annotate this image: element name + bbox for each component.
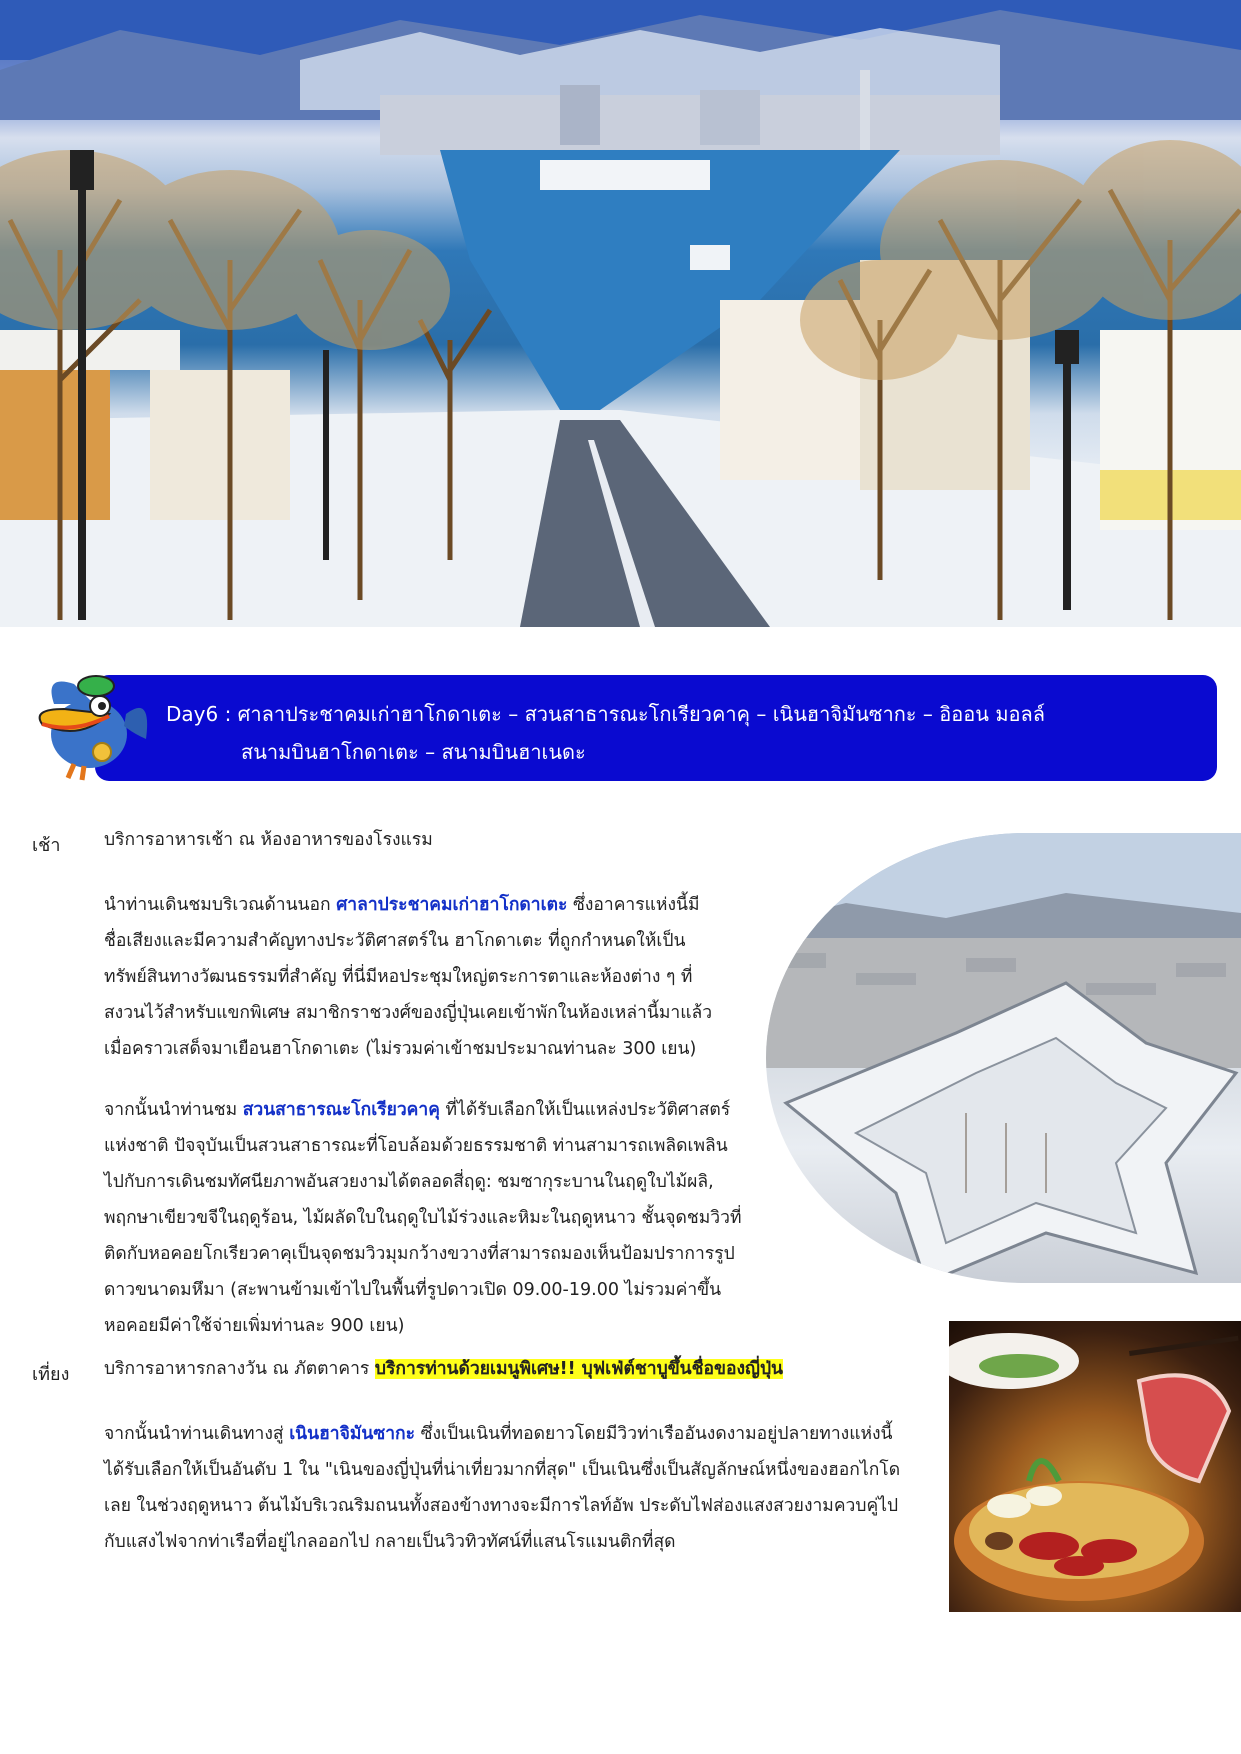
highlight-shabu-buffet: บริการท่านด้วยเมนูพิเศษ!! บุฟเฟ่ต์ชาบูขึ้นชื่อของญี่ปุ่น: [374, 1359, 784, 1379]
hero-illustration: [0, 0, 1241, 627]
hero-photo-hachiman-zaka: [0, 0, 1241, 627]
p2-line1: [104, 1092, 754, 1128]
paragraph-goryokaku-park: [104, 1092, 754, 1344]
shabu-shabu-photo: [949, 1321, 1241, 1612]
p3-line2: ได้รับเลือกให้เป็นอันดับ 1 ใน "เนินของญี่ปุ่นที่น่าเที่ยวมากที่สุด" เป็นเนินซึ่งเป็นสัญลักษณ์หนึ่งของฮอกไกโด: [104, 1460, 901, 1480]
p2-pre: จากนั้นนำท่านชม: [104, 1100, 243, 1120]
banner-route-line1: ศาลาประชาคมเก่าฮาโกดาเตะ – สวนสาธารณะโกเรียวคาคุ – เนินฮาจิมันซากะ – อิออน มอลล์: [237, 702, 1046, 726]
day-label: Day6 :: [166, 702, 232, 726]
morning-label: เช้า: [32, 835, 61, 856]
highlight-hachiman-zaka: เนินฮาจิมันซากะ: [289, 1424, 416, 1444]
p2-post: ที่ได้รับเลือกให้เป็นแหล่งประวัติศาสตร์: [439, 1100, 731, 1120]
shabu-illustration: [949, 1321, 1241, 1612]
p1-post: ซึ่งอาคารแห่งนี้มี: [567, 895, 700, 915]
p1-pre: นำท่านเดินชมบริเวณด้านนอก: [104, 895, 337, 915]
p2-line6: ดาวขนาดมหึมา (สะพานข้ามเข้าไปในพื้นที่รูปดาวเปิด 09.00-19.00 ไม่รวมค่าขึ้น: [104, 1280, 722, 1300]
p2-line4: พฤกษาเขียวขจีในฤดูร้อน, ไม้ผลัดใบในฤดูใบไม้ร่วงและหิมะในฤดูหนาว ชั้นจุดชมวิวที่: [104, 1208, 742, 1228]
highlight-old-public-hall: ศาลาประชาคมเก่าฮาโกดาเตะ: [336, 895, 568, 915]
p1-line3: ทรัพย์สินทางวัฒนธรรมที่สำคัญ ที่นี่มีหอประชุมใหญ่ตระการตาและห้องต่าง ๆ ที่: [104, 967, 693, 987]
p2-line2: แห่งชาติ ปัจจุบันเป็นสวนสาธารณะที่โอบล้อมด้วยธรรมชาติ ท่านสามารถเพลิดเพลิน: [104, 1136, 728, 1156]
paragraph-hachiman-zaka: [104, 1416, 934, 1560]
p1-line2: ชื่อเสียงและมีความสำคัญทางประวัติศาสตร์ใน ฮาโกดาเตะ ที่ถูกกำหนดให้เป็น: [104, 931, 686, 951]
fort-illustration: [766, 833, 1241, 1283]
goryokaku-fort-photo: [766, 833, 1241, 1283]
toucan-mascot-icon: [34, 664, 154, 782]
paragraph-old-public-hall: [104, 887, 754, 1067]
p3-line4: กับแสงไฟจากท่าเรือที่อยู่ไกลออกไป กลายเป็นวิวทิวทัศน์ที่แสนโรแมนติกที่สุด: [104, 1532, 676, 1552]
breakfast-line: บริการอาหารเช้า ณ ห้องอาหารของโรงแรม: [104, 830, 433, 850]
p1-line1: [104, 887, 754, 923]
p1-line4: สงวนไว้สำหรับแขกพิเศษ สมาชิกราชวงศ์ของญี่ปุ่นเคยเข้าพักในห้องเหล่านี้มาแล้ว: [104, 1003, 713, 1023]
p3-line3: เลย ในช่วงฤดูหนาว ต้นไม้บริเวณริมถนนทั้งสองข้างทางจะมีการไลท์อัพ ประดับไฟส่องแสงสวยงามควบคู่ไป: [104, 1496, 899, 1516]
p3-post: ซึ่งเป็นเนินที่ทอดยาวโดยมีวิวท่าเรืออันงดงามอยู่ปลายทางแห่งนี้: [415, 1424, 893, 1444]
p3-line1: [104, 1416, 934, 1452]
banner-line-1: [166, 698, 1045, 730]
p2-line5: ติดกับหอคอยโกเรียวคาคุเป็นจุดชมวิวมุมกว้างขวางที่สามารถมองเห็นป้อมปราการรูป: [104, 1244, 735, 1264]
highlight-goryokaku-park: สวนสาธารณะโกเรียวคาคุ: [242, 1100, 440, 1120]
lunch-line: [104, 1351, 783, 1387]
p2-line3: ไปกับการเดินชมทัศนียภาพอันสวยงามได้ตลอดสี่ฤดู: ชมซากุระบานในฤดูใบไม้ผลิ,: [104, 1172, 714, 1192]
banner-line-2: สนามบินฮาโกดาเตะ – สนามบินฮาเนดะ: [241, 740, 586, 764]
p1-line5: เมื่อคราวเสด็จมาเยือนฮาโกดาเตะ (ไม่รวมค่าเข้าชมประมาณท่านละ 300 เยน): [104, 1039, 697, 1059]
p2-line7: หอคอยมีค่าใช้จ่ายเพิ่มท่านละ 900 เยน): [104, 1316, 405, 1336]
p3-pre: จากนั้นนำท่านเดินทางสู่: [104, 1424, 290, 1444]
lunch-pre: บริการอาหารกลางวัน ณ ภัตตาคาร: [104, 1359, 375, 1379]
noon-label: เที่ยง: [32, 1364, 70, 1385]
